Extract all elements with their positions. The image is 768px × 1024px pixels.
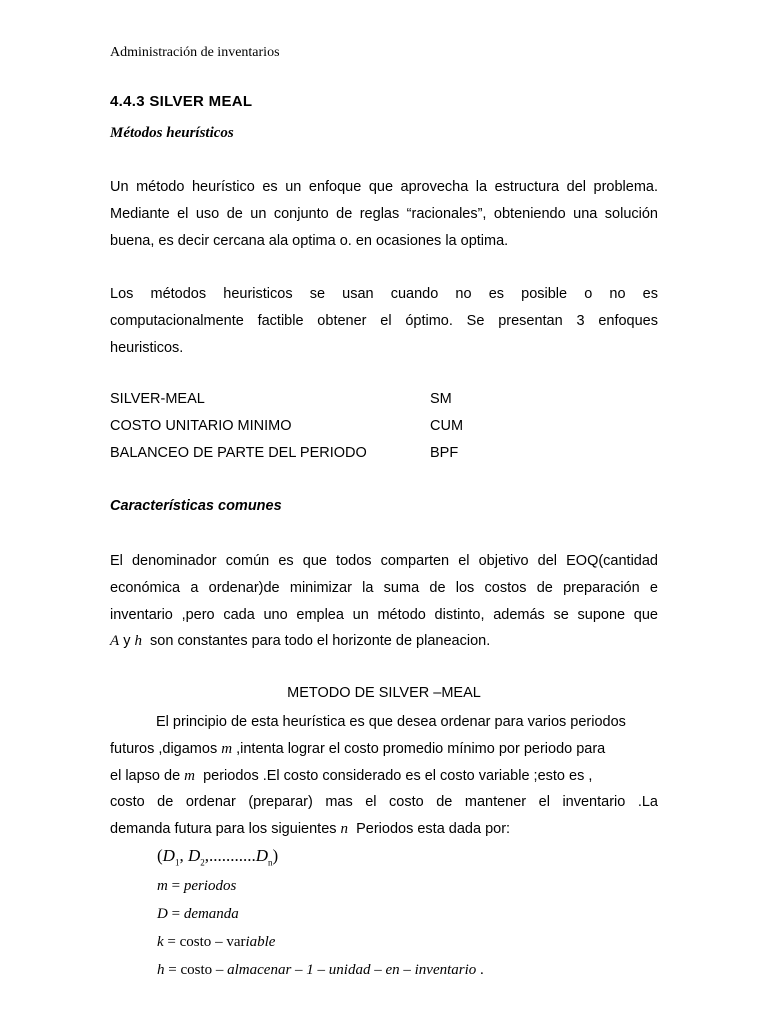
method-abbr: BPF bbox=[430, 445, 459, 461]
var-m: m bbox=[221, 740, 233, 757]
var-d: D bbox=[187, 846, 201, 865]
equals: = bbox=[167, 906, 184, 922]
line-text: son constantes para todo el horizonte de planeacion. bbox=[150, 633, 491, 650]
connector: y bbox=[123, 633, 131, 650]
paragraph-intro bbox=[110, 174, 658, 254]
equals: = bbox=[163, 934, 180, 950]
paragraph-line bbox=[110, 628, 658, 655]
var-n: n bbox=[340, 821, 349, 838]
subscript: n bbox=[268, 857, 273, 868]
formula-k-definition bbox=[157, 934, 275, 951]
equals: = bbox=[164, 962, 181, 978]
formula-d-definition bbox=[157, 906, 239, 923]
subscript: 1 bbox=[174, 857, 180, 868]
term: demanda bbox=[183, 906, 239, 922]
method-row bbox=[110, 418, 463, 434]
formula-h-definition bbox=[157, 962, 484, 979]
method-name: SILVER-MEAL bbox=[110, 391, 205, 407]
line-text: el lapso de bbox=[110, 767, 181, 784]
line-text: periodos .El costo considerado es el costo variable ;esto es , bbox=[203, 767, 593, 784]
var-d: D bbox=[157, 906, 168, 922]
method-row bbox=[110, 445, 458, 461]
method-name: BALANCEO DE PARTE DEL PERIODO bbox=[110, 445, 367, 461]
paragraph-line: buena, es decir cercana ala optima o. en ocasiones la optima. bbox=[110, 232, 509, 249]
paragraph-line: Un método heurístico es un enfoque que aprovecha la estructura del problema. bbox=[110, 179, 658, 195]
line-text: Periodos esta dada por: bbox=[356, 821, 511, 838]
method-abbr: CUM bbox=[430, 418, 464, 434]
paragraph-line bbox=[110, 736, 658, 763]
paragraph-heuristics bbox=[110, 281, 658, 361]
term: costo bbox=[180, 962, 213, 978]
var-d: D bbox=[255, 846, 269, 865]
var-h: h bbox=[157, 962, 165, 978]
separator: , bbox=[179, 846, 188, 865]
equals: = bbox=[167, 878, 184, 894]
method-name: COSTO UNITARIO MINIMO bbox=[110, 418, 292, 434]
paragraph-line: Mediante el uso de un conjunto de reglas “racionales”, obteniendo una solución bbox=[110, 205, 658, 222]
var-m: m bbox=[157, 878, 168, 894]
paragraph-silver-meal bbox=[110, 709, 658, 843]
formula-demand-sequence bbox=[157, 846, 278, 867]
paragraph-line bbox=[110, 763, 658, 790]
term: periodos bbox=[183, 878, 237, 894]
paragraph-line bbox=[110, 709, 658, 736]
term: var bbox=[226, 934, 246, 950]
paragraph-line: heuristicos. bbox=[110, 339, 184, 356]
term: iable bbox=[245, 934, 276, 950]
var-d: D bbox=[162, 846, 175, 865]
line-text: El principio de esta heurística es que desea ordenar para varios periodos bbox=[156, 714, 626, 730]
paren-close: ) bbox=[272, 846, 279, 865]
section-heading: 4.4.3 SILVER MEAL bbox=[110, 93, 253, 110]
method-row bbox=[110, 391, 452, 407]
var-m: m bbox=[184, 767, 196, 784]
paragraph-characteristics bbox=[110, 548, 658, 655]
paren-open: ( bbox=[157, 846, 163, 865]
var-k: k bbox=[157, 934, 164, 950]
paragraph-line: económica a ordenar)de minimizar la suma de los costos de preparación e bbox=[110, 579, 658, 596]
subscript: 2 bbox=[200, 857, 205, 868]
subheading-caracteristicas: Características comunes bbox=[110, 498, 282, 514]
paragraph-line: computacionalmente factible obtener el óptimo. Se presentan 3 enfoques bbox=[110, 312, 658, 329]
method-abbr: SM bbox=[430, 391, 452, 407]
var-h: h bbox=[134, 633, 142, 650]
ellipsis: ,........... bbox=[204, 846, 256, 865]
minus: – bbox=[211, 934, 227, 950]
paragraph-line bbox=[110, 816, 658, 843]
running-header: Administración de inventarios bbox=[110, 45, 280, 60]
term: costo bbox=[179, 934, 212, 950]
period: . bbox=[476, 962, 484, 978]
formula-m-definition bbox=[157, 878, 236, 895]
paragraph-line: Los métodos heuristicos se usan cuando no es posible o no es bbox=[110, 286, 658, 302]
subheading-metodos: Métodos heurísticos bbox=[110, 125, 234, 141]
paragraph-line: costo de ordenar (preparar) mas el costo de mantener el inventario .La bbox=[110, 794, 658, 811]
line-text: demanda futura para los siguientes bbox=[110, 821, 337, 838]
paragraph-line: El denominador común es que todos comparten el objetivo del EOQ(cantidad bbox=[110, 553, 658, 569]
term: – almacenar – 1 – unidad – en – inventario bbox=[212, 962, 477, 978]
silver-meal-title: METODO DE SILVER –MEAL bbox=[287, 685, 481, 701]
paragraph-line: inventario ,pero cada uno emplea un método distinto, además se supone que bbox=[110, 606, 658, 623]
line-text: ,intenta lograr el costo promedio mínimo por periodo para bbox=[236, 740, 606, 757]
line-text: futuros ,digamos bbox=[110, 740, 218, 757]
var-a: A bbox=[110, 633, 120, 650]
